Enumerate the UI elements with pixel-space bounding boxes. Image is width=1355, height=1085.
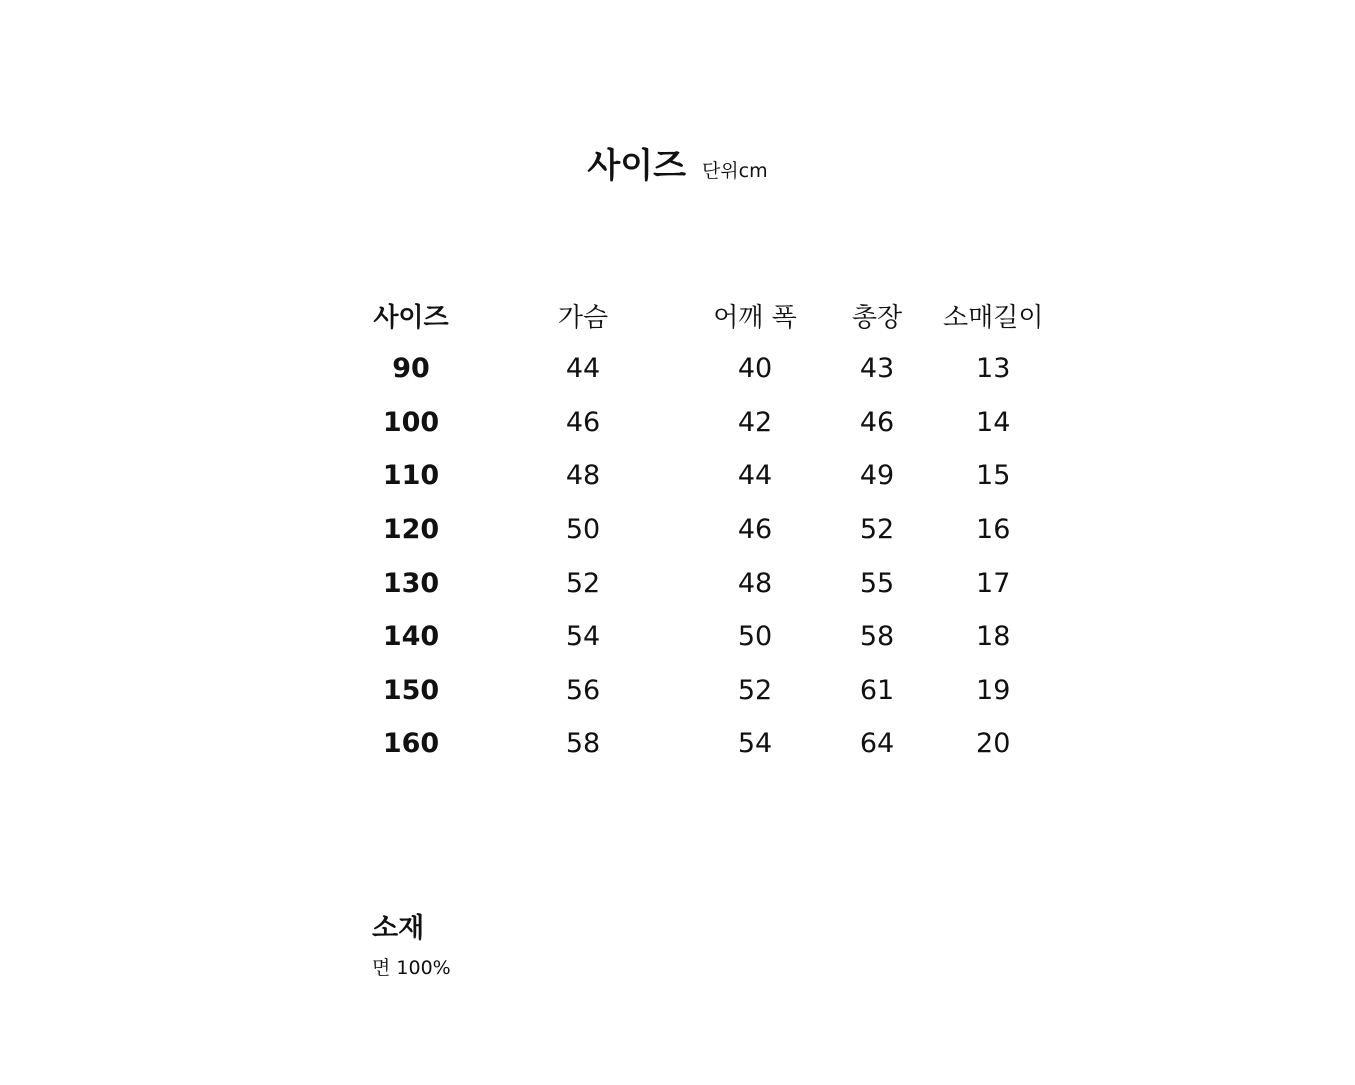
size-cell: 110 xyxy=(382,460,440,492)
table-header-row xyxy=(355,288,1043,342)
chest-cell: 44 xyxy=(565,353,601,385)
column-header-total-length: 총장 xyxy=(851,302,903,333)
total-length-cell: 55 xyxy=(859,567,895,599)
sleeve-length-cell: 20 xyxy=(976,728,1011,760)
size-cell: 90 xyxy=(392,353,430,385)
page-title: 사이즈 xyxy=(587,146,686,186)
total-length-cell: 46 xyxy=(859,406,895,438)
material-value: 면 100% xyxy=(372,957,451,979)
total-length-cell: 61 xyxy=(859,674,895,706)
sleeve-length-cell: 17 xyxy=(976,567,1011,599)
sleeve-length-cell: 18 xyxy=(976,621,1011,653)
column-header-shoulder-width: 어깨 폭 xyxy=(713,302,797,333)
table-row xyxy=(355,664,1043,718)
chest-cell: 54 xyxy=(565,621,601,653)
shoulder-width-cell: 52 xyxy=(737,674,773,706)
column-header-chest: 가슴 xyxy=(557,302,609,333)
table-row xyxy=(355,342,1043,396)
chest-cell: 50 xyxy=(565,514,601,546)
table-row xyxy=(355,396,1043,450)
sleeve-length-cell: 15 xyxy=(976,460,1011,492)
table-row xyxy=(355,717,1043,771)
size-cell: 160 xyxy=(382,728,440,760)
unit-label: 단위cm xyxy=(701,160,768,182)
size-cell: 100 xyxy=(382,406,440,438)
page-header xyxy=(0,138,1355,187)
table-row xyxy=(355,610,1043,664)
size-cell: 120 xyxy=(382,514,440,546)
size-cell: 140 xyxy=(382,621,440,653)
chest-cell: 46 xyxy=(565,406,601,438)
shoulder-width-cell: 54 xyxy=(737,728,773,760)
total-length-cell: 43 xyxy=(859,353,895,385)
total-length-cell: 64 xyxy=(859,728,895,760)
shoulder-width-cell: 40 xyxy=(737,353,773,385)
material-title: 소재 xyxy=(372,913,425,944)
size-cell: 130 xyxy=(382,567,440,599)
shoulder-width-cell: 46 xyxy=(737,514,773,546)
size-cell: 150 xyxy=(382,674,440,706)
chest-cell: 58 xyxy=(565,728,601,760)
total-length-cell: 52 xyxy=(859,514,895,546)
total-length-cell: 58 xyxy=(859,621,895,653)
shoulder-width-cell: 50 xyxy=(737,621,773,653)
chest-cell: 48 xyxy=(565,460,601,492)
column-header-size: 사이즈 xyxy=(373,302,449,333)
table-row xyxy=(355,503,1043,557)
shoulder-width-cell: 48 xyxy=(737,567,773,599)
sleeve-length-cell: 16 xyxy=(976,514,1011,546)
sleeve-length-cell: 14 xyxy=(976,406,1011,438)
table-row xyxy=(355,449,1043,503)
chest-cell: 52 xyxy=(565,567,601,599)
total-length-cell: 49 xyxy=(859,460,895,492)
shoulder-width-cell: 42 xyxy=(737,406,773,438)
column-header-sleeve-length: 소매길이 xyxy=(943,302,1044,333)
table-row xyxy=(355,556,1043,610)
size-table xyxy=(355,288,1043,771)
sleeve-length-cell: 13 xyxy=(976,353,1011,385)
chest-cell: 56 xyxy=(565,674,601,706)
sleeve-length-cell: 19 xyxy=(976,674,1011,706)
shoulder-width-cell: 44 xyxy=(737,460,773,492)
